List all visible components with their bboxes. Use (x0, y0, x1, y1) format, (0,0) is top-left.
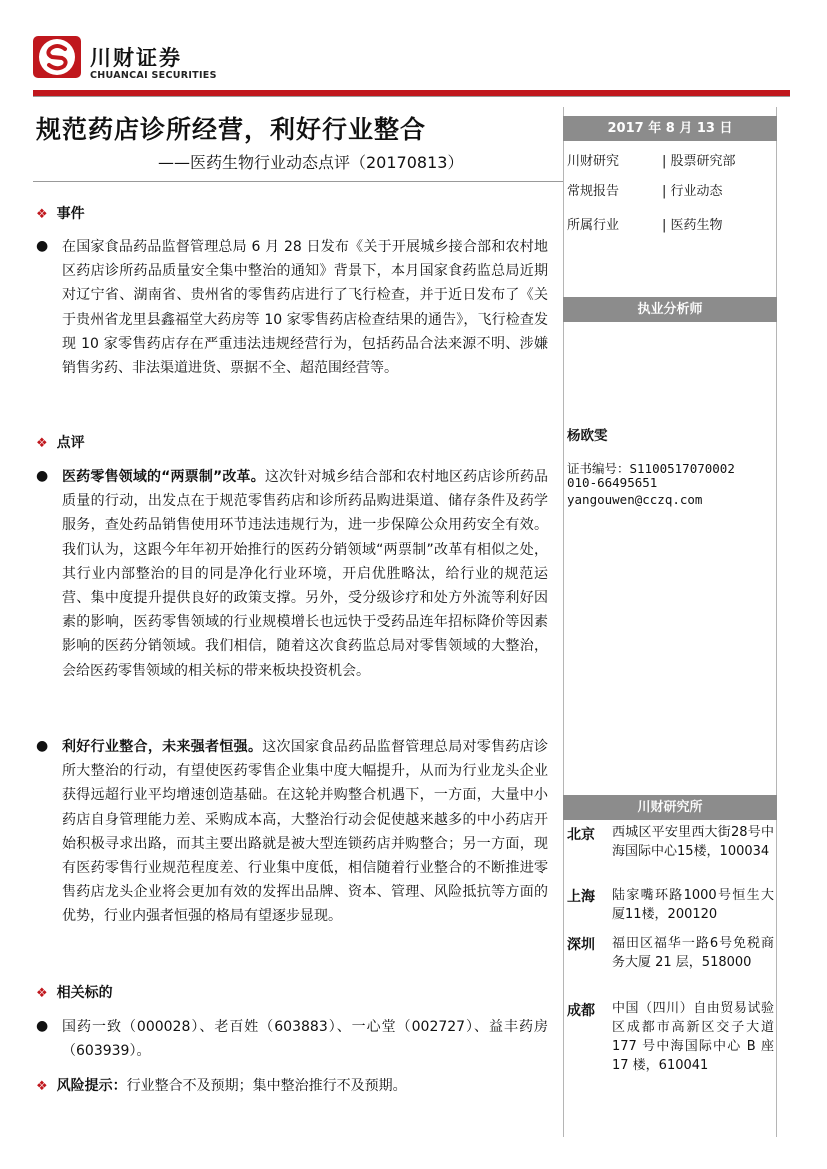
event-paragraph: 在国家食品药品监督管理总局 6 月 28 日发布《关于开展城乡接合部和农村地区药店诊所药品质量安全集中整治的通知》背景下，本月国家食药监总局近期对辽宁省、湖南省、贵州省的零售药店进行了飞行检查，并于近日发布了《关于贵州省龙里县鑫福堂大药房等 10 家零售药店检查结果的通告》，飞行检查发现 10 家零售药店存在严重违法违规经营行为，包括药品合法来源不明、涉嫌销售劣药、非法渠道进货、票据不全、超范围经营等。 (62, 239, 548, 377)
comment-2-lead: 利好行业整合，未来强者恒强。 (62, 739, 263, 755)
section-title: 点评 (56, 435, 85, 451)
comment-paragraph-2 (62, 735, 548, 929)
risk-text: 行业整合不及预期；集中整治推行不及预期。 (126, 1078, 407, 1094)
comment-paragraph-1 (62, 465, 548, 683)
title-divider (33, 181, 563, 182)
meta-value-type: | 行业动态 (662, 184, 723, 199)
report-subtitle: ——医药生物行业动态点评（20170813） (158, 153, 464, 172)
sidebar-frame (563, 107, 777, 1137)
meta-key-research: 川财研究 (567, 154, 620, 169)
bullet-dot-icon: ● (36, 738, 49, 754)
logo-s-icon (39, 39, 75, 75)
report-title: 规范药店诊所经营，利好行业整合 (36, 115, 427, 144)
bullet-dot-icon: ● (36, 468, 49, 484)
brand-name: 川财证券 (90, 46, 182, 70)
institute-header: 川财研究所 (563, 795, 777, 820)
office-address: 中国（四川）自由贸易试验区成都市高新区交子大道 177 号中海国际中心 B 座 17 楼，610041 (612, 1001, 774, 1073)
office-city: 深圳 (567, 937, 595, 953)
report-date: 2017 年 8 月 13 日 (563, 116, 777, 141)
analyst-header: 执业分析师 (563, 297, 777, 322)
logo-emblem-icon (39, 39, 75, 75)
comment-1-lead: 医药零售领域的“两票制”改革。 (62, 469, 265, 485)
office-city: 上海 (567, 889, 595, 905)
bullet-dot-icon: ● (36, 1018, 49, 1034)
brand-name-en: CHUANCAI SECURITIES (90, 70, 217, 81)
meta-value-research: | 股票研究部 (662, 154, 736, 169)
related-paragraph: 国药一致（000028）、老百姓（603883）、一心堂（002727）、益丰药房（603939）。 (62, 1019, 548, 1060)
section-event (36, 203, 85, 223)
office-address: 陆家嘴环路1000号恒生大厦11楼，200120 (612, 888, 774, 922)
risk-label: 风险提示： (56, 1078, 127, 1094)
bullet-dot-icon: ● (36, 238, 49, 254)
diamond-bullet-icon: ❖ (36, 207, 48, 222)
comment-2-body: 这次国家食品药品监督管理总局对零售药店诊所大整治的行动，有望使医药零售企业集中度大幅提升，从而为行业龙头企业获得远超行业平均增速创造基础。在这轮并购整合机遇下，一方面，大量中小药店自身管理能力差、采购成本高，大整治行动会促使越来越多的中小药店开始积极寻求出路，而其主要出路就是被大型连锁药店并购整合；另一方面，现有医药零售行业规范程度差、行业集中度低，相信随着行业整合的不断推进零售药店龙头企业将会更加有效的发挥出品牌、资本、管理、风险抵抗等方面的优势，行业内强者恒强的格局有望逐步显现。 (62, 739, 549, 925)
meta-key-type: 常规报告 (567, 184, 620, 199)
analyst-name: 杨欧雯 (567, 428, 608, 444)
section-related (36, 982, 113, 1002)
brand-logo (33, 36, 81, 78)
header-rule-thin (33, 96, 790, 97)
analyst-cert: 证书编号：S1100517070002 (567, 461, 735, 476)
comment-1-body: 这次针对城乡结合部和农村地区药店诊所药品质量的行动，出发点在于规范零售药店和诊所药品购进渠道、储存条件及药学服务，查处药品销售使用环节违法违规行为，进一步保障公众用药安全有效。我们认为，这跟今年年初开始推行的医药分销领域“两票制”改革有相似之处，其行业内部整治的目的同是净化行业环境，开启优胜略汰，给行业的规范运营、集中度提升提供良好的政策支撑。另外，受分级诊疗和处方外流等利好因素的影响，医药零售领域的行业规模增长也远快于受药品连年招标降价等因素影响的医药分销领域。我们相信，随着这次食药监总局对零售领域的大整治，会给医药零售领域的相关标的带来板块投资机会。 (62, 469, 548, 679)
office-address: 福田区福华一路6号免税商务大厦 21 层，518000 (612, 936, 774, 970)
office-city: 成都 (567, 1003, 595, 1019)
office-city: 北京 (567, 827, 595, 843)
section-risk (36, 1075, 407, 1095)
analyst-phone: 010-66495651 (567, 475, 658, 490)
diamond-bullet-icon: ❖ (36, 1079, 48, 1094)
section-title: 事件 (56, 206, 85, 222)
office-address: 西城区平安里西大街28号中海国际中心15楼，100034 (612, 825, 774, 859)
meta-key-industry: 所属行业 (567, 218, 620, 233)
analyst-email[interactable]: yangouwen@cczq.com (567, 492, 703, 507)
diamond-bullet-icon: ❖ (36, 986, 48, 1001)
diamond-bullet-icon: ❖ (36, 436, 48, 451)
meta-value-industry: | 医药生物 (662, 218, 723, 233)
section-title: 相关标的 (56, 985, 113, 1001)
section-comment (36, 432, 85, 452)
